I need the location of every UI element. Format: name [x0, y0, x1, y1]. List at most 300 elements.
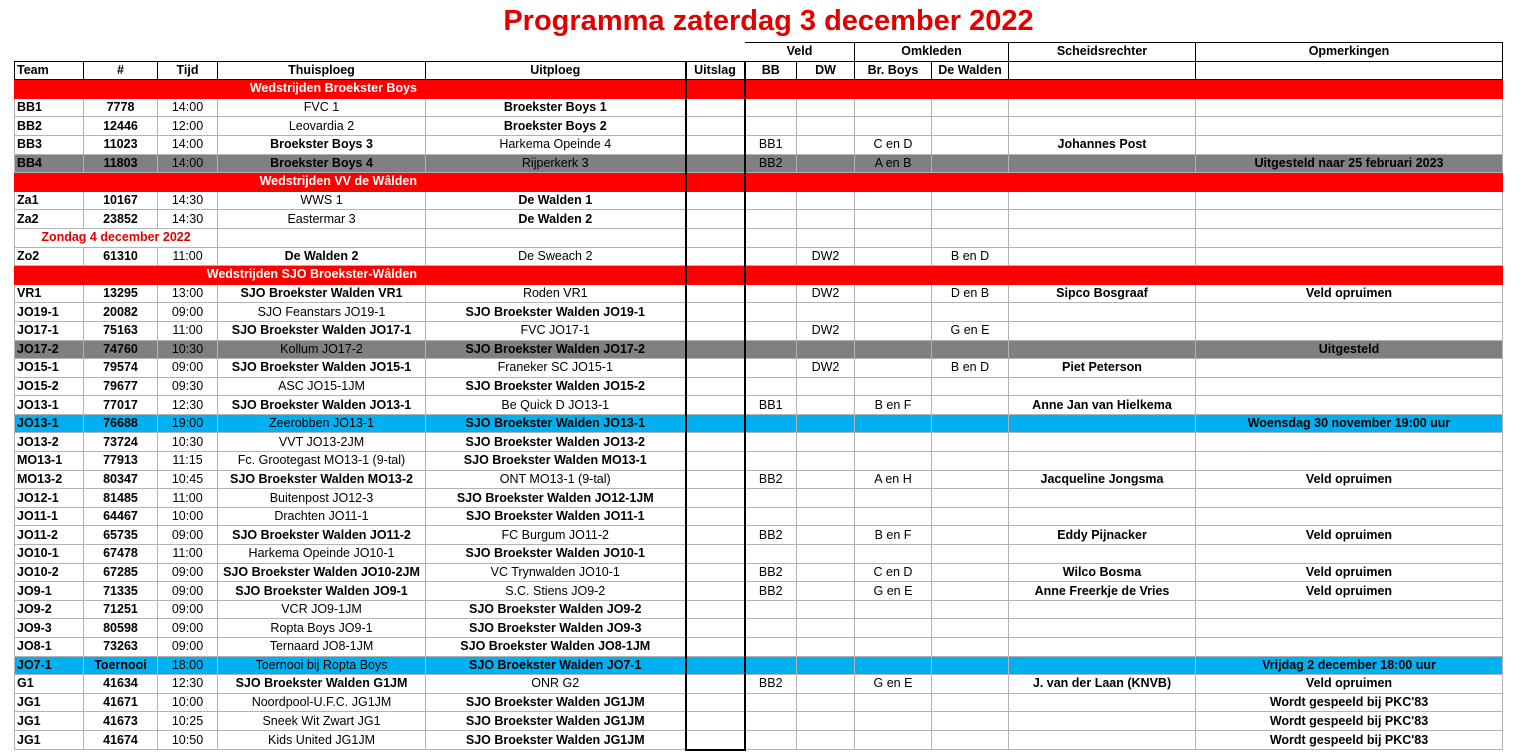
dressing-brboys-cell	[855, 414, 932, 433]
time-cell: 09:00	[158, 600, 218, 619]
away-team-cell: SJO Broekster Walden JG1JM	[426, 693, 686, 712]
dressing-brboys-cell	[855, 600, 932, 619]
match-number-cell: 71335	[84, 582, 158, 601]
field-dw-cell	[797, 452, 855, 471]
date-note-row	[15, 228, 1503, 247]
dressing-brboys-cell	[855, 340, 932, 359]
dressing-dewalden-cell	[932, 210, 1009, 229]
referee-cell	[1009, 507, 1196, 526]
match-number-cell: 77017	[84, 396, 158, 415]
uitslag-cell	[686, 433, 745, 452]
dressing-dewalden-cell	[932, 154, 1009, 173]
home-team-cell: VVT JO13-2JM	[218, 433, 426, 452]
home-team-cell: ASC JO15-1JM	[218, 377, 426, 396]
dressing-brboys-cell	[855, 98, 932, 117]
team-cell: JO9-1	[15, 582, 84, 601]
field-bb-cell	[745, 507, 797, 526]
away-team-cell: Be Quick D JO13-1	[426, 396, 686, 415]
match-number-cell: 41634	[84, 675, 158, 694]
empty-cell	[1196, 266, 1503, 285]
uitslag-cell	[686, 228, 745, 247]
match-row	[15, 470, 1503, 489]
remarks-cell: Uitgesteld	[1196, 340, 1503, 359]
uitslag-cell	[686, 98, 745, 117]
dressing-brboys-cell	[855, 284, 932, 303]
remarks-cell: Veld opruimen	[1196, 675, 1503, 694]
field-dw-cell	[797, 656, 855, 675]
column-header-num: #	[84, 61, 158, 80]
group-header-omkleden: Omkleden	[855, 43, 1009, 62]
field-bb-cell	[745, 712, 797, 731]
uitslag-cell	[686, 545, 745, 564]
away-team-cell: SJO Broekster Walden JG1JM	[426, 730, 686, 749]
remarks-cell	[1196, 98, 1503, 117]
remarks-cell	[1196, 619, 1503, 638]
away-team-cell: ONT MO13-1 (9-tal)	[426, 470, 686, 489]
away-team-cell: SJO Broekster Walden JO8-1JM	[426, 638, 686, 657]
uitslag-cell	[686, 135, 745, 154]
away-team-cell: SJO Broekster Walden JO9-3	[426, 619, 686, 638]
column-header-team: Team	[15, 61, 84, 80]
home-team-cell: SJO Broekster Walden JO17-1	[218, 321, 426, 340]
dressing-dewalden-cell	[932, 489, 1009, 508]
field-bb-cell: BB1	[745, 135, 797, 154]
match-row	[15, 638, 1503, 657]
column-header-dw: DW	[797, 61, 855, 80]
time-cell: 09:00	[158, 359, 218, 378]
uitslag-cell	[686, 340, 745, 359]
dressing-dewalden-cell	[932, 470, 1009, 489]
dressing-brboys-cell: A en H	[855, 470, 932, 489]
match-number-cell: 64467	[84, 507, 158, 526]
team-cell: JO9-2	[15, 600, 84, 619]
time-cell: 10:25	[158, 712, 218, 731]
match-row	[15, 414, 1503, 433]
field-dw-cell	[797, 526, 855, 545]
empty-cell	[932, 80, 1009, 99]
match-number-cell: 73724	[84, 433, 158, 452]
referee-cell: Wilco Bosma	[1009, 563, 1196, 582]
empty-cell	[797, 228, 855, 247]
time-cell: 10:30	[158, 433, 218, 452]
dressing-brboys-cell	[855, 693, 932, 712]
away-team-cell: Rijperkerk 3	[426, 154, 686, 173]
empty-cell	[426, 228, 686, 247]
field-bb-cell	[745, 321, 797, 340]
match-number-cell: 20082	[84, 303, 158, 322]
dressing-brboys-cell: G en E	[855, 582, 932, 601]
match-number-cell: 80347	[84, 470, 158, 489]
home-team-cell: SJO Broekster Walden VR1	[218, 284, 426, 303]
empty-cell	[745, 80, 797, 99]
uitslag-cell	[686, 117, 745, 136]
team-cell: BB4	[15, 154, 84, 173]
home-team-cell: SJO Broekster Walden JO11-2	[218, 526, 426, 545]
team-cell: JO19-1	[15, 303, 84, 322]
match-row	[15, 117, 1503, 136]
field-bb-cell	[745, 284, 797, 303]
dressing-dewalden-cell	[932, 303, 1009, 322]
match-row	[15, 340, 1503, 359]
dressing-dewalden-cell	[932, 619, 1009, 638]
match-row	[15, 359, 1503, 378]
field-dw-cell: DW2	[797, 247, 855, 266]
home-team-cell: Drachten JO11-1	[218, 507, 426, 526]
field-bb-cell	[745, 340, 797, 359]
home-team-cell: Broekster Boys 3	[218, 135, 426, 154]
home-team-cell: Sneek Wit Zwart JG1	[218, 712, 426, 731]
uitslag-cell	[686, 359, 745, 378]
dressing-dewalden-cell	[932, 600, 1009, 619]
dressing-brboys-cell	[855, 619, 932, 638]
empty-cell	[797, 173, 855, 192]
remarks-cell: Vrijdag 2 december 18:00 uur	[1196, 656, 1503, 675]
dressing-dewalden-cell	[932, 582, 1009, 601]
uitslag-cell	[686, 377, 745, 396]
away-team-cell: SJO Broekster Walden MO13-1	[426, 452, 686, 471]
away-team-cell: FC Burgum JO11-2	[426, 526, 686, 545]
field-dw-cell	[797, 638, 855, 657]
team-cell: JO13-1	[15, 396, 84, 415]
away-team-cell: FVC JO17-1	[426, 321, 686, 340]
dressing-dewalden-cell	[932, 712, 1009, 731]
referee-cell	[1009, 414, 1196, 433]
field-bb-cell	[745, 452, 797, 471]
uitslag-cell	[686, 154, 745, 173]
remarks-cell	[1196, 600, 1503, 619]
team-cell: JO15-1	[15, 359, 84, 378]
remarks-cell	[1196, 545, 1503, 564]
field-dw-cell	[797, 507, 855, 526]
dressing-dewalden-cell	[932, 638, 1009, 657]
empty-cell	[218, 43, 426, 62]
remarks-cell: Wordt gespeeld bij PKC'83	[1196, 712, 1503, 731]
field-dw-cell	[797, 154, 855, 173]
referee-cell	[1009, 712, 1196, 731]
sunday-date-label: Zondag 4 december 2022	[15, 228, 218, 247]
remarks-cell	[1196, 638, 1503, 657]
field-bb-cell	[745, 600, 797, 619]
team-cell: JG1	[15, 712, 84, 731]
home-team-cell: SJO Broekster Walden JO9-1	[218, 582, 426, 601]
field-bb-cell	[745, 191, 797, 210]
match-number-cell: 12446	[84, 117, 158, 136]
uitslag-cell	[686, 173, 745, 192]
team-cell: JO13-1	[15, 414, 84, 433]
remarks-cell	[1196, 191, 1503, 210]
uitslag-cell	[686, 507, 745, 526]
empty-cell	[15, 43, 84, 62]
group-header-opmerkingen: Opmerkingen	[1196, 43, 1503, 62]
match-row	[15, 284, 1503, 303]
section-title: Wedstrijden Broekster Boys	[15, 80, 426, 99]
match-row	[15, 135, 1503, 154]
uitslag-cell	[686, 321, 745, 340]
referee-cell	[1009, 340, 1196, 359]
referee-cell	[1009, 656, 1196, 675]
dressing-brboys-cell	[855, 210, 932, 229]
match-row	[15, 321, 1503, 340]
field-dw-cell	[797, 191, 855, 210]
uitslag-cell	[686, 730, 745, 749]
time-cell: 14:30	[158, 210, 218, 229]
time-cell: 12:30	[158, 675, 218, 694]
home-team-cell: Zeerobben JO13-1	[218, 414, 426, 433]
field-bb-cell: BB2	[745, 563, 797, 582]
field-bb-cell	[745, 98, 797, 117]
home-team-cell: SJO Broekster Walden MO13-2	[218, 470, 426, 489]
match-row	[15, 712, 1503, 731]
column-header-uit: Uitploeg	[426, 61, 686, 80]
empty-cell	[158, 43, 218, 62]
empty-cell	[1196, 228, 1503, 247]
remarks-cell	[1196, 359, 1503, 378]
field-dw-cell	[797, 730, 855, 749]
group-header-veld: Veld	[745, 43, 855, 62]
field-dw-cell	[797, 340, 855, 359]
time-cell: 10:00	[158, 693, 218, 712]
team-cell: Za2	[15, 210, 84, 229]
field-dw-cell	[797, 210, 855, 229]
remarks-cell	[1196, 210, 1503, 229]
match-row	[15, 154, 1503, 173]
match-number-cell: 79574	[84, 359, 158, 378]
uitslag-cell	[686, 712, 745, 731]
remarks-cell	[1196, 321, 1503, 340]
home-team-cell: Kollum JO17-2	[218, 340, 426, 359]
away-team-cell: SJO Broekster Walden JO7-1	[426, 656, 686, 675]
field-dw-cell: DW2	[797, 321, 855, 340]
uitslag-cell	[686, 693, 745, 712]
away-team-cell: SJO Broekster Walden JO11-1	[426, 507, 686, 526]
empty-cell	[426, 43, 686, 62]
dressing-brboys-cell	[855, 433, 932, 452]
match-number-cell: 41673	[84, 712, 158, 731]
dressing-brboys-cell	[855, 247, 932, 266]
column-header-thuis: Thuisploeg	[218, 61, 426, 80]
time-cell: 14:00	[158, 135, 218, 154]
column-header-brboys: Br. Boys	[855, 61, 932, 80]
team-cell: JO8-1	[15, 638, 84, 657]
away-team-cell: SJO Broekster Walden JO15-2	[426, 377, 686, 396]
field-dw-cell	[797, 545, 855, 564]
remarks-cell	[1196, 117, 1503, 136]
remarks-cell	[1196, 507, 1503, 526]
empty-cell	[855, 228, 932, 247]
referee-cell: Johannes Post	[1009, 135, 1196, 154]
match-number-cell: 74760	[84, 340, 158, 359]
dressing-dewalden-cell	[932, 563, 1009, 582]
section-header-row	[15, 266, 1503, 285]
empty-cell	[855, 266, 932, 285]
field-bb-cell	[745, 433, 797, 452]
uitslag-cell	[686, 303, 745, 322]
match-number-cell: Toernooi	[84, 656, 158, 675]
field-bb-cell	[745, 545, 797, 564]
team-cell: JG1	[15, 693, 84, 712]
dressing-dewalden-cell	[932, 135, 1009, 154]
referee-cell	[1009, 600, 1196, 619]
match-number-cell: 79677	[84, 377, 158, 396]
away-team-cell: Broekster Boys 2	[426, 117, 686, 136]
time-cell: 14:30	[158, 191, 218, 210]
referee-cell: Piet Peterson	[1009, 359, 1196, 378]
column-header-scheidsrechter	[1009, 61, 1196, 80]
team-cell: JO12-1	[15, 489, 84, 508]
referee-cell	[1009, 117, 1196, 136]
time-cell: 14:00	[158, 154, 218, 173]
remarks-cell: Veld opruimen	[1196, 526, 1503, 545]
home-team-cell: Broekster Boys 4	[218, 154, 426, 173]
field-dw-cell	[797, 135, 855, 154]
home-team-cell: FVC 1	[218, 98, 426, 117]
dressing-brboys-cell	[855, 117, 932, 136]
column-header-opmerkingen	[1196, 61, 1503, 80]
field-bb-cell: BB2	[745, 470, 797, 489]
home-team-cell: SJO Broekster Walden JO15-1	[218, 359, 426, 378]
home-team-cell: Fc. Grootegast MO13-1 (9-tal)	[218, 452, 426, 471]
field-dw-cell	[797, 600, 855, 619]
dressing-dewalden-cell	[932, 377, 1009, 396]
field-dw-cell: DW2	[797, 284, 855, 303]
team-cell: VR1	[15, 284, 84, 303]
away-team-cell: SJO Broekster Walden JO12-1JM	[426, 489, 686, 508]
team-cell: JO10-1	[15, 545, 84, 564]
field-dw-cell	[797, 619, 855, 638]
dressing-brboys-cell	[855, 545, 932, 564]
match-row	[15, 433, 1503, 452]
uitslag-cell	[686, 80, 745, 99]
team-cell: JO9-3	[15, 619, 84, 638]
home-team-cell: SJO Feanstars JO19-1	[218, 303, 426, 322]
time-cell: 09:00	[158, 526, 218, 545]
team-cell: JO15-2	[15, 377, 84, 396]
empty-cell	[1196, 173, 1503, 192]
dressing-dewalden-cell	[932, 526, 1009, 545]
field-bb-cell: BB1	[745, 396, 797, 415]
dressing-dewalden-cell: D en B	[932, 284, 1009, 303]
home-team-cell: SJO Broekster Walden JO10-2JM	[218, 563, 426, 582]
empty-cell	[1009, 266, 1196, 285]
match-number-cell: 71251	[84, 600, 158, 619]
match-row	[15, 619, 1503, 638]
referee-cell	[1009, 638, 1196, 657]
time-cell: 10:30	[158, 340, 218, 359]
empty-cell	[218, 228, 426, 247]
field-bb-cell	[745, 638, 797, 657]
team-cell: JO7-1	[15, 656, 84, 675]
match-number-cell: 61310	[84, 247, 158, 266]
referee-cell	[1009, 377, 1196, 396]
dressing-brboys-cell: A en B	[855, 154, 932, 173]
match-number-cell: 77913	[84, 452, 158, 471]
remarks-cell	[1196, 377, 1503, 396]
field-dw-cell	[797, 582, 855, 601]
time-cell: 11:00	[158, 545, 218, 564]
home-team-cell: Kids United JG1JM	[218, 730, 426, 749]
referee-cell	[1009, 210, 1196, 229]
home-team-cell: Ropta Boys JO9-1	[218, 619, 426, 638]
home-team-cell: WWS 1	[218, 191, 426, 210]
section-header-row	[15, 173, 1503, 192]
uitslag-cell	[686, 191, 745, 210]
time-cell: 10:50	[158, 730, 218, 749]
empty-cell	[855, 80, 932, 99]
dressing-brboys-cell	[855, 712, 932, 731]
match-number-cell: 7778	[84, 98, 158, 117]
away-team-cell: SJO Broekster Walden JO9-2	[426, 600, 686, 619]
uitslag-cell	[686, 619, 745, 638]
match-row	[15, 303, 1503, 322]
referee-cell	[1009, 247, 1196, 266]
match-number-cell: 75163	[84, 321, 158, 340]
match-number-cell: 41671	[84, 693, 158, 712]
home-team-cell: Ternaard JO8-1JM	[218, 638, 426, 657]
remarks-cell	[1196, 452, 1503, 471]
remarks-cell	[1196, 247, 1503, 266]
empty-cell	[745, 266, 797, 285]
referee-cell	[1009, 730, 1196, 749]
match-row	[15, 730, 1503, 749]
time-cell: 18:00	[158, 656, 218, 675]
dressing-brboys-cell	[855, 489, 932, 508]
field-bb-cell	[745, 303, 797, 322]
empty-cell	[855, 173, 932, 192]
match-row	[15, 600, 1503, 619]
field-dw-cell	[797, 675, 855, 694]
time-cell: 10:00	[158, 507, 218, 526]
uitslag-cell	[686, 414, 745, 433]
match-row	[15, 247, 1503, 266]
field-bb-cell: BB2	[745, 675, 797, 694]
remarks-cell: Wordt gespeeld bij PKC'83	[1196, 693, 1503, 712]
field-bb-cell	[745, 359, 797, 378]
field-dw-cell	[797, 396, 855, 415]
field-bb-cell: BB2	[745, 154, 797, 173]
match-row	[15, 98, 1503, 117]
match-number-cell: 76688	[84, 414, 158, 433]
match-number-cell: 10167	[84, 191, 158, 210]
field-bb-cell	[745, 117, 797, 136]
dressing-brboys-cell	[855, 638, 932, 657]
match-number-cell: 81485	[84, 489, 158, 508]
dressing-dewalden-cell: G en E	[932, 321, 1009, 340]
section-header-row	[15, 80, 1503, 99]
dressing-dewalden-cell	[932, 414, 1009, 433]
uitslag-cell	[686, 638, 745, 657]
away-team-cell: Roden VR1	[426, 284, 686, 303]
time-cell: 19:00	[158, 414, 218, 433]
group-header-row	[15, 43, 1503, 62]
away-team-cell: Franeker SC JO15-1	[426, 359, 686, 378]
dressing-dewalden-cell	[932, 675, 1009, 694]
time-cell: 11:00	[158, 321, 218, 340]
home-team-cell: SJO Broekster Walden JO13-1	[218, 396, 426, 415]
column-header-tijd: Tijd	[158, 61, 218, 80]
uitslag-cell	[686, 489, 745, 508]
empty-cell	[1009, 228, 1196, 247]
group-header-scheidsrechter: Scheidsrechter	[1009, 43, 1196, 62]
field-bb-cell: BB2	[745, 582, 797, 601]
away-team-cell: SJO Broekster Walden JO10-1	[426, 545, 686, 564]
remarks-cell	[1196, 489, 1503, 508]
referee-cell	[1009, 489, 1196, 508]
empty-cell	[745, 173, 797, 192]
uitslag-cell	[686, 452, 745, 471]
dressing-brboys-cell: C en D	[855, 563, 932, 582]
dressing-dewalden-cell	[932, 693, 1009, 712]
away-team-cell: SJO Broekster Walden JG1JM	[426, 712, 686, 731]
